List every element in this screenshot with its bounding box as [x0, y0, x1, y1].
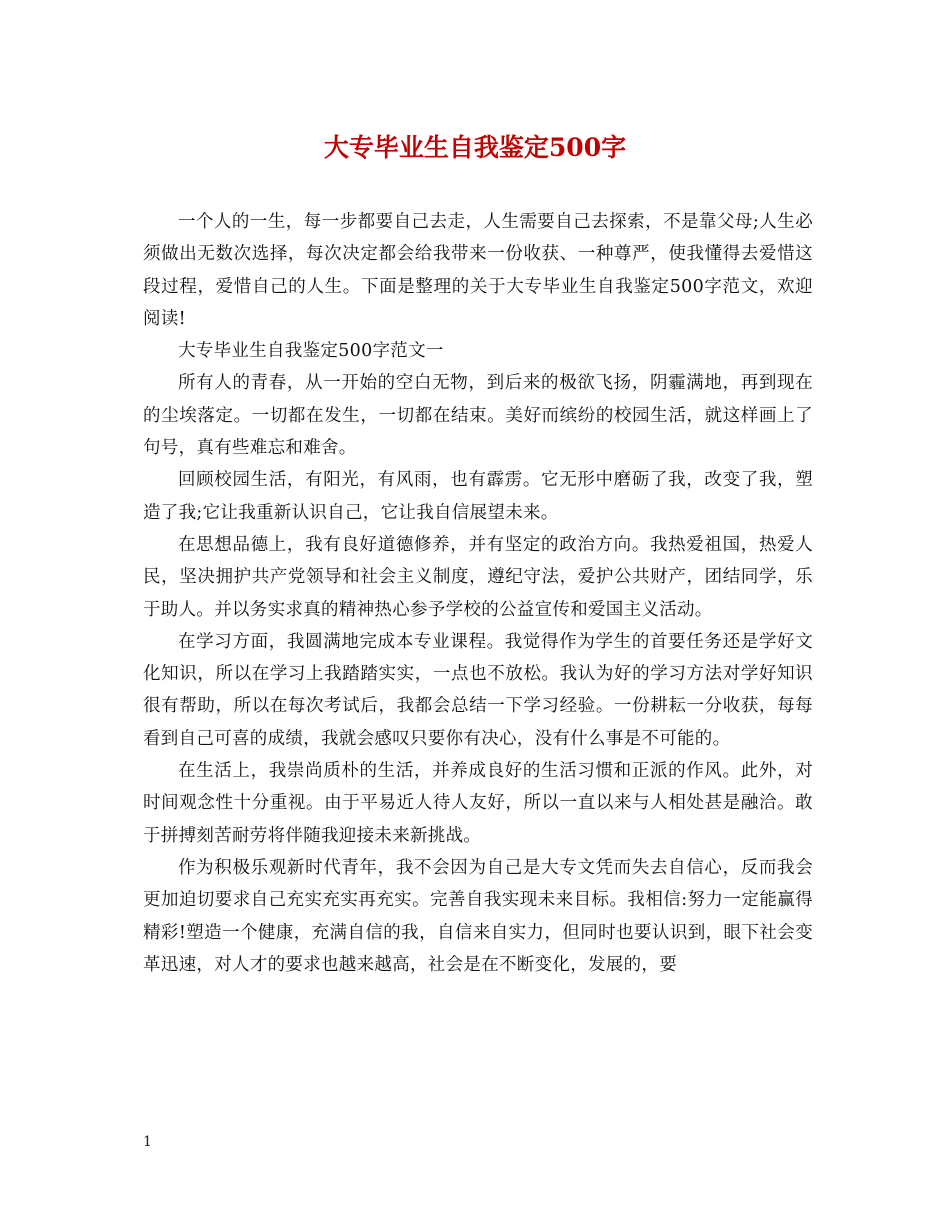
paragraph: 所有人的青春，从一开始的空白无物，到后来的极欲飞扬，阴霾满地，再到现在的尘埃落定。一切都在发生，一切都在结束。美好而缤纷的校园生活，就这样画上了句号，真有些难忘和难舍。 — [143, 373, 813, 459]
page-number: 1 — [143, 1134, 152, 1150]
section-heading: 大专毕业生自我鉴定500字范文一 — [178, 341, 444, 362]
paragraph-intro: 一个人的一生，每一步都要自己去走，人生需要自己去探索，不是靠父母;人生必须做出无数次选择，每次决定都会给我带来一份收获、一种尊严，使我懂得去爱惜这段过程，爱惜自己的人生。下面是整理的关于大专毕业生自我鉴定500字范文，欢迎阅读! — [143, 212, 813, 329]
paragraph: 在思想品德上，我有良好道德修养，并有坚定的政治方向。我热爱祖国，热爱人民，坚决拥护共产党领导和社会主义制度，遵纪守法，爱护公共财产，团结同学，乐于助人。并以务实求真的精神热心参予学校的公益宣传和爱国主义活动。 — [143, 534, 813, 620]
paragraph: 在生活上，我崇尚质朴的生活，并养成良好的生活习惯和正派的作风。此外，对时间观念性十分重视。由于平易近人待人友好，所以一直以来与人相处甚是融洽。敢于拼搏刻苦耐劳将伴随我迎接未来新挑战。 — [143, 761, 813, 846]
document-body — [143, 206, 813, 981]
document-title: 大专毕业生自我鉴定500字 — [323, 133, 627, 162]
paragraph: 作为积极乐观新时代青年，我不会因为自己是大专文凭而失去自信心，反而我会更加迫切要求自己充实充实再充实。完善自我实现未来目标。我相信:努力一定能赢得精彩!塑造一个健康，充满自信的我，自信来自实力，但同时也要认识到，眼下社会变革迅速，对人才的要求也越来越高，社会是在不断变化，发展的，要 — [143, 857, 813, 975]
paragraph: 在学习方面，我圆满地完成本专业课程。我觉得作为学生的首要任务还是学好文化知识，所以在学习上我踏踏实实，一点也不放松。我认为好的学习方法对学好知识很有帮助，所以在每次考试后，我都会总结一下学习经验。一份耕耘一分收获，每每看到自己可喜的成绩，我就会感叹只要你有决心，没有什么事是不可能的。 — [143, 631, 813, 749]
paragraph: 回顾校园生活，有阳光，有风雨，也有霹雳。它无形中磨砺了我，改变了我，塑造了我;它让我重新认识自己，它让我自信展望未来。 — [143, 470, 813, 523]
